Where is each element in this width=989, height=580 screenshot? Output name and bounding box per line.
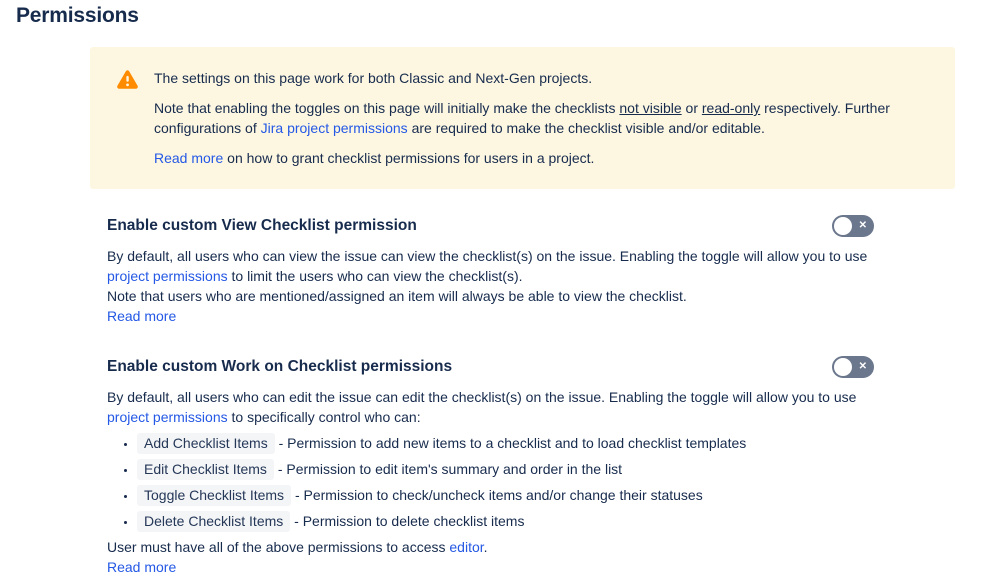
banner-note-text: Note that enabling the toggles on this page will initially make the checklists [154, 100, 620, 116]
permission-list [107, 433, 875, 532]
work-permission-description [107, 387, 875, 427]
warning-banner [90, 47, 955, 189]
list-item [137, 433, 875, 454]
page-title: Permissions [16, 4, 139, 27]
work-permission-heading: Enable custom Work on Checklist permissions [107, 358, 453, 375]
permission-desc: - Permission to delete checklist items [290, 513, 525, 529]
permission-desc: - Permission to add new items to a checklist and to load checklist templates [274, 435, 747, 451]
toggle-cross-icon: ✕ [858, 361, 867, 372]
banner-note-text: or [681, 100, 702, 116]
view-permission-section [107, 215, 875, 326]
permission-tag-add: Add Checklist Items [137, 433, 275, 454]
work-permission-section [107, 356, 875, 577]
permission-tag-edit: Edit Checklist Items [137, 459, 274, 480]
banner-text: The settings on this page work for both Classic and Next-Gen projects. [154, 70, 593, 86]
permission-tag-delete: Delete Checklist Items [137, 511, 290, 532]
banner-read-more-link[interactable]: Read more [154, 150, 224, 166]
list-item [137, 485, 875, 506]
banner-note-text: respectively. Further configurations of [154, 100, 890, 136]
permission-desc: - Permission to check/uncheck items and/or change their statuses [291, 487, 703, 503]
toggle-cross-icon: ✕ [858, 220, 867, 231]
toggle-knob [834, 217, 852, 235]
work-read-more-link[interactable]: Read more [107, 559, 177, 575]
view-description-text: By default, all users who can view the issue can view the checklist(s) on the issue. Enabling the toggle will allow you to use [107, 248, 868, 264]
view-permission-description [107, 246, 875, 286]
toggle-knob [834, 358, 852, 376]
work-project-permissions-link[interactable]: project permissions [107, 409, 228, 425]
view-description-text: to limit the users who can view the checklist(s). [227, 268, 523, 284]
work-permission-footer [107, 537, 875, 557]
work-description-text: to specifically control who can: [227, 409, 421, 425]
warning-icon [116, 68, 139, 95]
banner-readmore-line [154, 148, 931, 168]
banner-note-underline-not-visible: not visible [619, 100, 682, 116]
view-permission-note: Note that users who are mentioned/assigned an item will always be able to view the checklist. [107, 288, 687, 304]
view-read-more-link[interactable]: Read more [107, 308, 177, 324]
footer-text: User must have all of the above permissions to access [107, 539, 450, 555]
view-permission-heading: Enable custom View Checklist permission [107, 217, 417, 234]
permission-desc: - Permission to edit item's summary and order in the list [273, 461, 623, 477]
banner-note-underline-read-only: read-only [701, 100, 761, 116]
editor-link[interactable]: editor [449, 539, 484, 555]
work-permission-toggle[interactable] [832, 356, 874, 378]
list-item [137, 511, 875, 532]
banner-note-text: are required to make the checklist visible and/or editable. [407, 120, 765, 136]
view-permission-toggle[interactable] [832, 215, 874, 237]
permission-tag-toggle: Toggle Checklist Items [137, 485, 291, 506]
banner-line-1 [154, 68, 931, 88]
banner-readmore-text: on how to grant checklist permissions for users in a project. [223, 150, 595, 166]
list-item [137, 459, 875, 480]
view-project-permissions-link[interactable]: project permissions [107, 268, 228, 284]
work-description-text: By default, all users who can edit the issue can edit the checklist(s) on the issue. Enabling the toggle will allow you to use [107, 389, 857, 405]
banner-note [154, 98, 931, 138]
jira-project-permissions-link[interactable]: Jira project permissions [260, 120, 408, 136]
footer-text: . [483, 539, 488, 555]
